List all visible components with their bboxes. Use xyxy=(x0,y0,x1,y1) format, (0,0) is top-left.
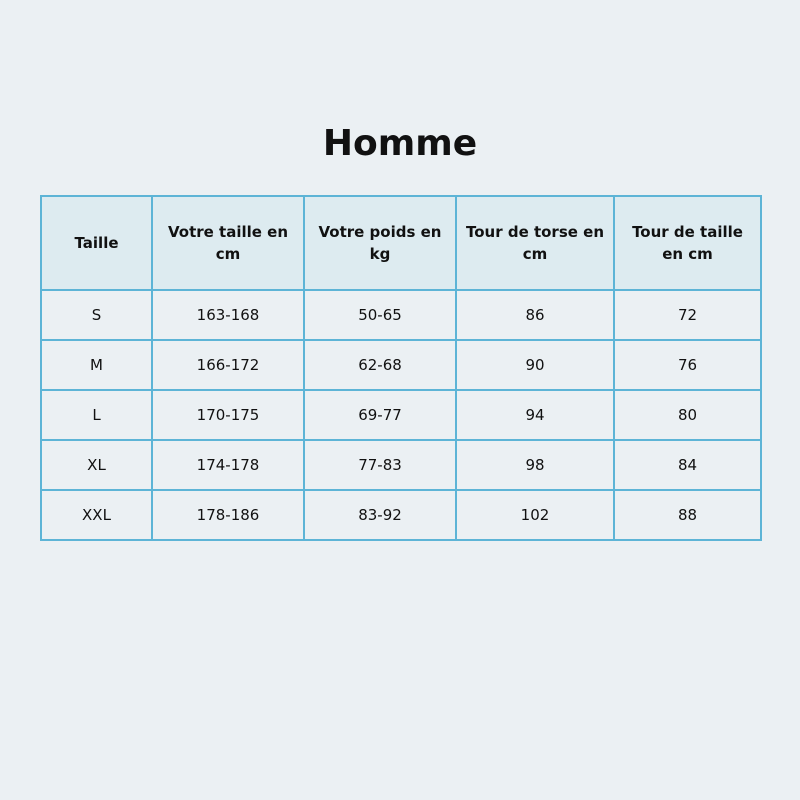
table-row xyxy=(41,490,761,540)
cell-weight: 83-92 xyxy=(304,490,456,540)
size-chart-table xyxy=(40,195,762,541)
table-row xyxy=(41,340,761,390)
cell-weight: 69-77 xyxy=(304,390,456,440)
cell-height: 166-172 xyxy=(152,340,304,390)
table-body xyxy=(41,290,761,540)
cell-size: XXL xyxy=(41,490,152,540)
cell-waist: 80 xyxy=(614,390,761,440)
cell-chest: 90 xyxy=(456,340,614,390)
cell-size: L xyxy=(41,390,152,440)
cell-weight: 77-83 xyxy=(304,440,456,490)
header-votre-taille: Votre taille en cm xyxy=(152,196,304,290)
cell-chest: 86 xyxy=(456,290,614,340)
cell-waist: 84 xyxy=(614,440,761,490)
header-row xyxy=(41,196,761,290)
header-taille: Taille xyxy=(41,196,152,290)
table-header xyxy=(41,196,761,290)
header-tour-de-taille: Tour de taille en cm xyxy=(614,196,761,290)
cell-chest: 98 xyxy=(456,440,614,490)
cell-weight: 50-65 xyxy=(304,290,456,340)
cell-waist: 76 xyxy=(614,340,761,390)
cell-height: 170-175 xyxy=(152,390,304,440)
cell-waist: 72 xyxy=(614,290,761,340)
cell-height: 178-186 xyxy=(152,490,304,540)
table-row xyxy=(41,440,761,490)
table-row xyxy=(41,390,761,440)
cell-size: S xyxy=(41,290,152,340)
page-title: Homme xyxy=(322,123,478,164)
cell-height: 174-178 xyxy=(152,440,304,490)
cell-size: XL xyxy=(41,440,152,490)
table-row xyxy=(41,290,761,340)
cell-waist: 88 xyxy=(614,490,761,540)
cell-size: M xyxy=(41,340,152,390)
cell-chest: 102 xyxy=(456,490,614,540)
cell-chest: 94 xyxy=(456,390,614,440)
header-tour-de-torse: Tour de torse en cm xyxy=(456,196,614,290)
cell-height: 163-168 xyxy=(152,290,304,340)
header-votre-poids: Votre poids en kg xyxy=(304,196,456,290)
cell-weight: 62-68 xyxy=(304,340,456,390)
